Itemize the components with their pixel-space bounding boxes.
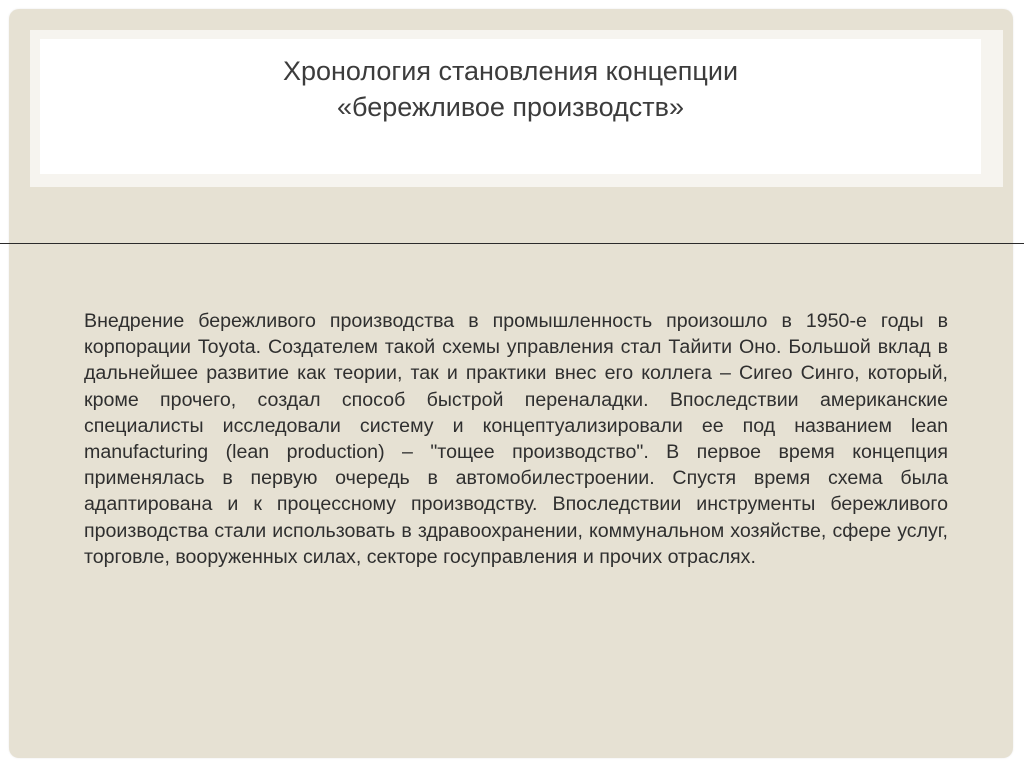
slide-title-line-2: «бережливое производств» (337, 92, 684, 122)
body-paragraph: Внедрение бережливого производства в промышленность произошло в 1950-е годы в корпорации Toyota. Создателем такой схемы управления стал Тайити Оно. Большой вклад в дальнейшее развитие как теории, так и практики внес его коллега – Сигео Синго, который, кроме прочего, создал способ быстрой переналадки. Впоследствии американские специалисты исследовали систему и концептуализировали ее под названием lean manufacturing (lean production) – "тощее производство". В первое время концепция применялась в первую очередь в автомобилестроении. Спустя время схема была адаптирована и к процессному производству. Впоследствии инструменты бережливого производства стали использовать в здравоохранении, коммунальном хозяйстве, сфере услуг, торговле, вооруженных силах, секторе госуправления и прочих отраслях. (84, 310, 948, 568)
title-frame (30, 30, 1003, 187)
slide-title-line-1: Хронология становления концепции (282, 56, 739, 86)
slide-title (40, 53, 981, 125)
title-box (40, 39, 981, 174)
divider-line (0, 243, 1024, 244)
